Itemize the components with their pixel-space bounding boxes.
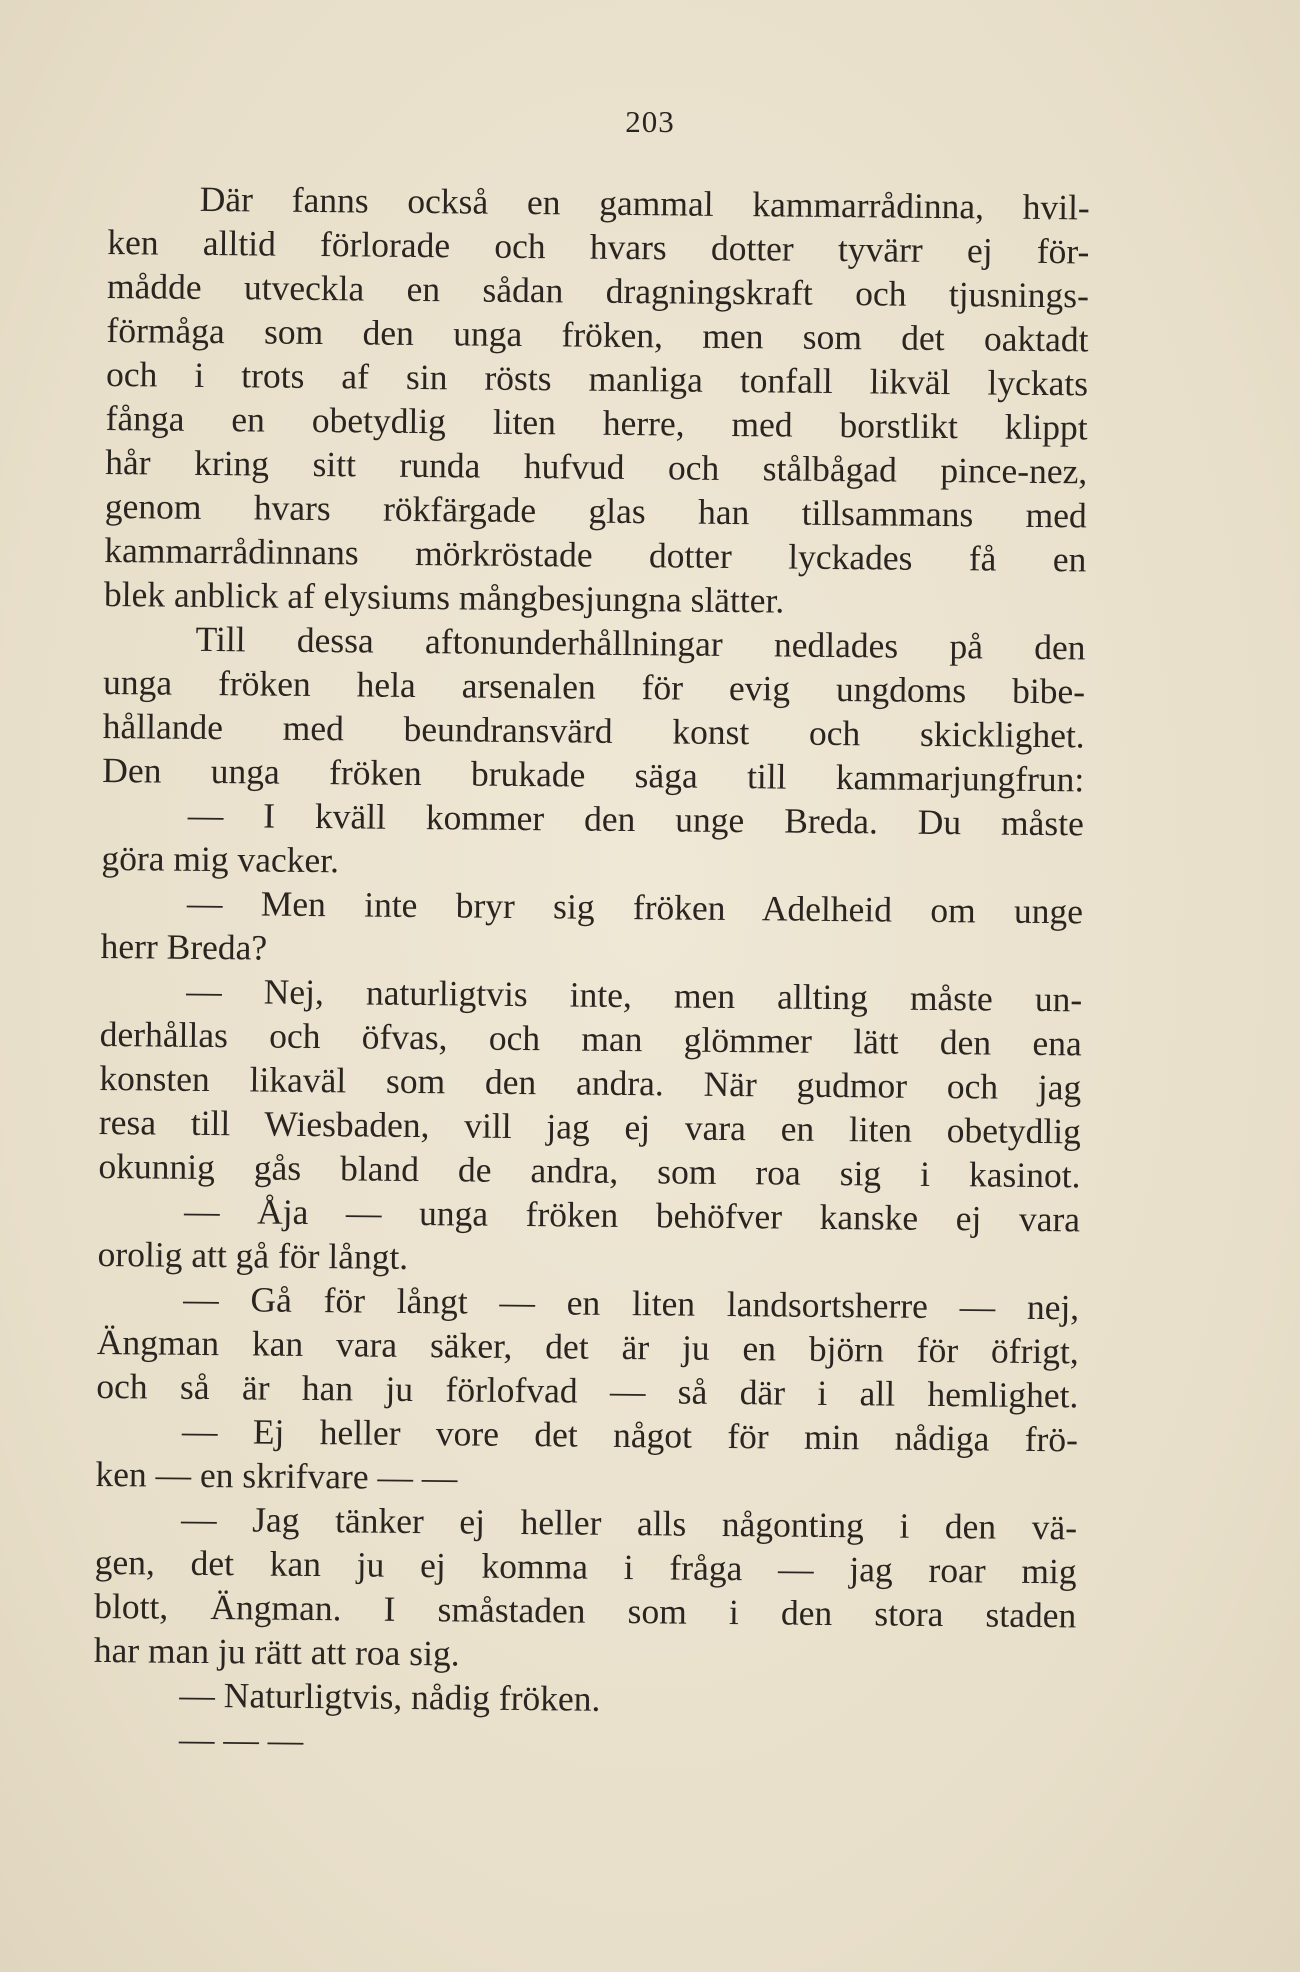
- text-line: — Ej heller vore det något för min nådiga frö-: [181, 1410, 1079, 1460]
- text-line: har man ju rätt att roa sig.: [93, 1629, 460, 1674]
- text-line: och i trots af sin rösts manliga tonfall likväl lyckats: [105, 353, 1089, 404]
- text-line: blott, Ängman. I småstaden som i den stora staden: [94, 1585, 1077, 1636]
- text-line: kammarrådinnans mörkröstade dotter lyckades få en: [104, 529, 1087, 580]
- text-line: — Gå för långt — en liten landsortsherre — nej,: [183, 1278, 1080, 1328]
- text-line: genom hvars rökfärgade glas han tillsammans med: [104, 485, 1087, 536]
- text-line: hår kring sitt runda hufvud och stålbågad pince-nez,: [105, 441, 1088, 492]
- text-line: konsten likaväl som den andra. När gudmor och jag: [99, 1057, 1082, 1108]
- text-line: — Nej, naturligtvis inte, men allting måste un-: [185, 970, 1083, 1020]
- text-line: fånga en obetydlig liten herre, med borstlikt klippt: [105, 397, 1088, 448]
- text-line: gen, det kan ju ej komma i fråga — jag roar mig: [94, 1541, 1077, 1592]
- text-line: — — —: [178, 1718, 304, 1760]
- page-number: 203: [625, 104, 675, 139]
- text-line: okunnig gås bland de andra, som roa sig i kasinot.: [98, 1145, 1081, 1196]
- text-line: blek anblick af elysiums mångbesjungna slätter.: [103, 573, 785, 621]
- text-line: derhållas och öfvas, och man glömmer lätt den ena: [99, 1013, 1082, 1064]
- text-line: Där fanns också en gammal kammarrådinna, hvil-: [199, 178, 1090, 228]
- text-line: förmåga som den unga fröken, men som det oaktadt: [106, 309, 1089, 360]
- page-body-text: [93, 176, 1090, 1769]
- text-line: orolig att gå för långt.: [97, 1233, 409, 1277]
- text-line: Den unga fröken brukade säga till kammarjungfrun:: [102, 749, 1085, 800]
- text-line: Till dessa aftonunderhållningar nedlades på den: [195, 618, 1086, 668]
- text-line: — Jag tänker ej heller alls någonting i den vä-: [180, 1498, 1078, 1548]
- text-line: — Men inte bryr sig fröken Adelheid om unge: [186, 882, 1084, 932]
- text-line: unga fröken hela arsenalen för evig ungdoms bibe-: [102, 661, 1086, 712]
- text-line: och så är han ju förlofvad — så där i all hemlighet.: [96, 1365, 1079, 1416]
- text-line: mådde utveckla en sådan dragningskraft och tjusnings-: [106, 265, 1090, 316]
- text-line: Ängman kan vara säker, det är ju en björn för öfrigt,: [96, 1321, 1079, 1372]
- text-line: — Naturligtvis, nådig fröken.: [179, 1674, 601, 1719]
- text-line: göra mig vacker.: [101, 837, 340, 881]
- text-line: hållande med beundransvärd konst och skicklighet.: [102, 705, 1085, 756]
- text-line: ken alltid förlorade och hvars dotter tyvärr ej för-: [107, 221, 1090, 272]
- text-line: ken — en skrifvare — —: [95, 1453, 458, 1498]
- text-line: — I kväll kommer den unge Breda. Du måste: [187, 794, 1085, 844]
- text-line: resa till Wiesbaden, vill jag ej vara en liten obetydlig: [98, 1101, 1082, 1152]
- text-line: — Åja — unga fröken behöfver kanske ej vara: [183, 1190, 1081, 1240]
- text-line: herr Breda?: [100, 925, 268, 968]
